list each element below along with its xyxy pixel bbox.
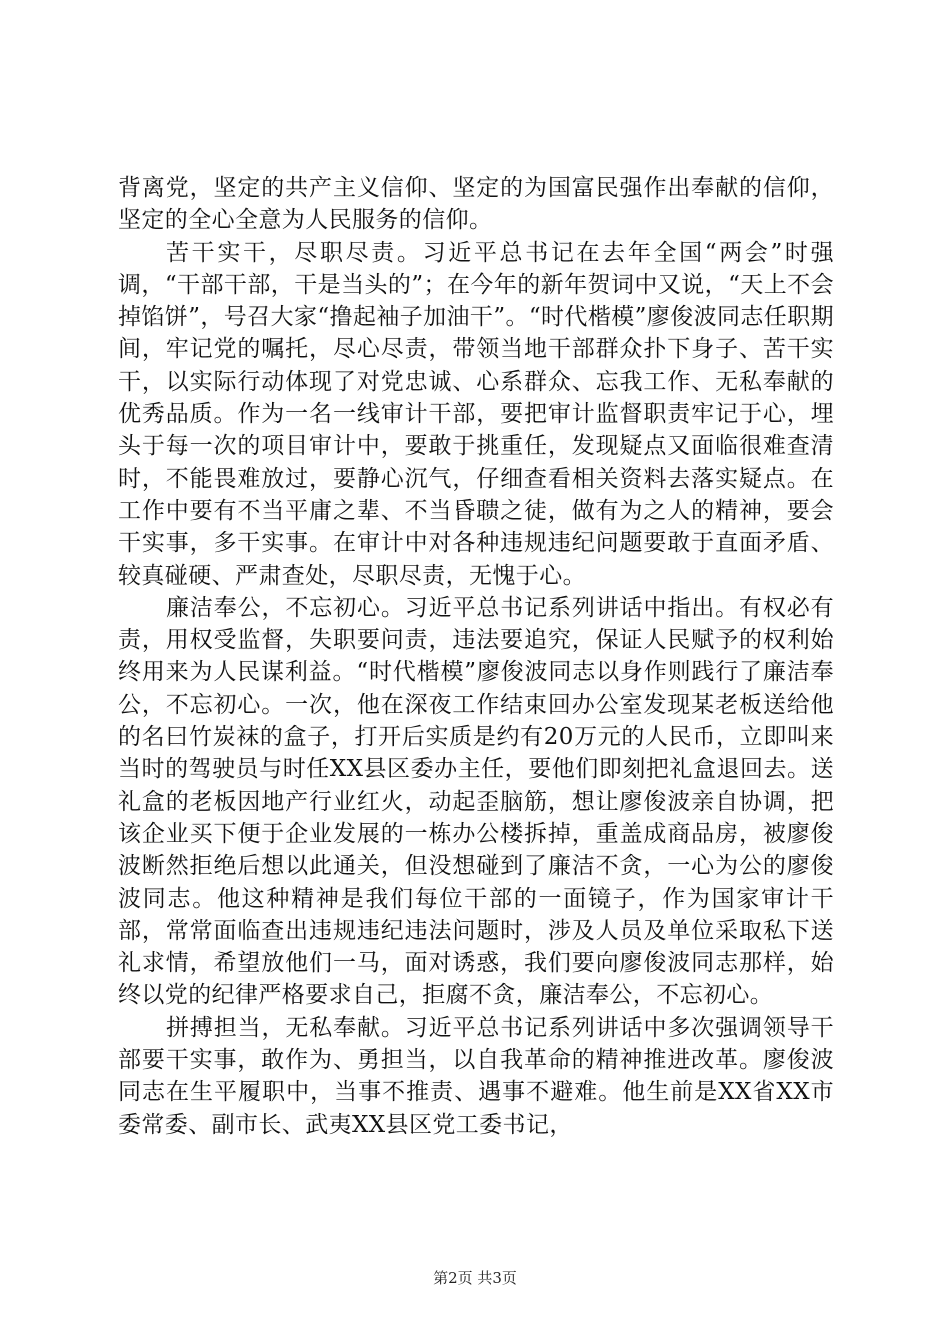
paragraph-continuation: 背离党，坚定的共产主义信仰、坚定的为国富民强作出奉献的信仰，坚定的全心全意为人民服务的信仰。	[118, 175, 834, 234]
paragraph-integrity: 廉洁奉公，不忘初心。习近平总书记系列讲话中指出。有权必有责，用权受监督，失职要问责，违法要追究，保证人民赋予的权利始终用来为人民谋利益。“时代楷模”廖俊波同志以身作则践行了廉洁奉公，不忘初心。一次，他在深夜工作结束回办公室发现某老板送给他的名曰竹炭袜的盒子，打开后实质是约有20万元的人民币，立即叫来当时的驾驶员与时任XX县区委办主任，要他们即刻把礼盒退回去。送礼盒的老板因地产行业红火，动起歪脑筋，想让廖俊波亲自协调，把该企业买下便于企业发展的一栋办公楼拆掉，重盖成商品房，被廖俊波断然拒绝后想以此通关，但没想碰到了廉洁不贪，一心为公的廖俊波同志。他这种精神是我们每位干部的一面镜子，作为国家审计干部，常常面临查出违规违纪违法问题时，涉及人员及单位采取私下送礼求情，希望放他们一马，面对诱惑，我们要向廖俊波同志那样，始终以党的纪律严格要求自己，拒腐不贪，廉洁奉公，不忘初心。	[118, 594, 834, 1009]
page-number-label: 第2页 共3页	[433, 1269, 517, 1287]
document-body	[118, 172, 834, 1141]
page-footer	[0, 1268, 950, 1288]
paragraph-dedication: 拼搏担当，无私奉献。习近平总书记系列讲话中多次强调领导干部要干实事，敢作为、勇担当，以自我革命的精神推进改革。廖俊波同志在生平履职中，当事不推责、遇事不避难。他生前是XX省XX市委常委、副市长、武夷XX县区党工委书记，	[118, 1014, 834, 1138]
paragraph-hard-work: 苦干实干，尽职尽责。习近平总书记在去年全国“两会”时强调，“干部干部，干是当头的”；在今年的新年贺词中又说，“天上不会掉馅饼”，号召大家“撸起袖子加油干”。“时代楷模”廖俊波同志任职期间，牢记党的嘱托，尽心尽责，带领当地干部群众扑下身子、苦干实干，以实际行动体现了对党忠诚、心系群众、忘我工作、无私奉献的优秀品质。作为一名一线审计干部，要把审计监督职责牢记于心，埋头于每一次的项目审计中，要敢于挑重任，发现疑点又面临很难查清时，不能畏难放过，要静心沉气，仔细查看相关资料去落实疑点。在工作中要有不当平庸之辈、不当昏聩之徒，做有为之人的精神，要会干实事，多干实事。在审计中对各种违规违纪问题要敢于直面矛盾、较真碰硬、严肃查处，尽职尽责，无愧于心。	[118, 239, 834, 589]
